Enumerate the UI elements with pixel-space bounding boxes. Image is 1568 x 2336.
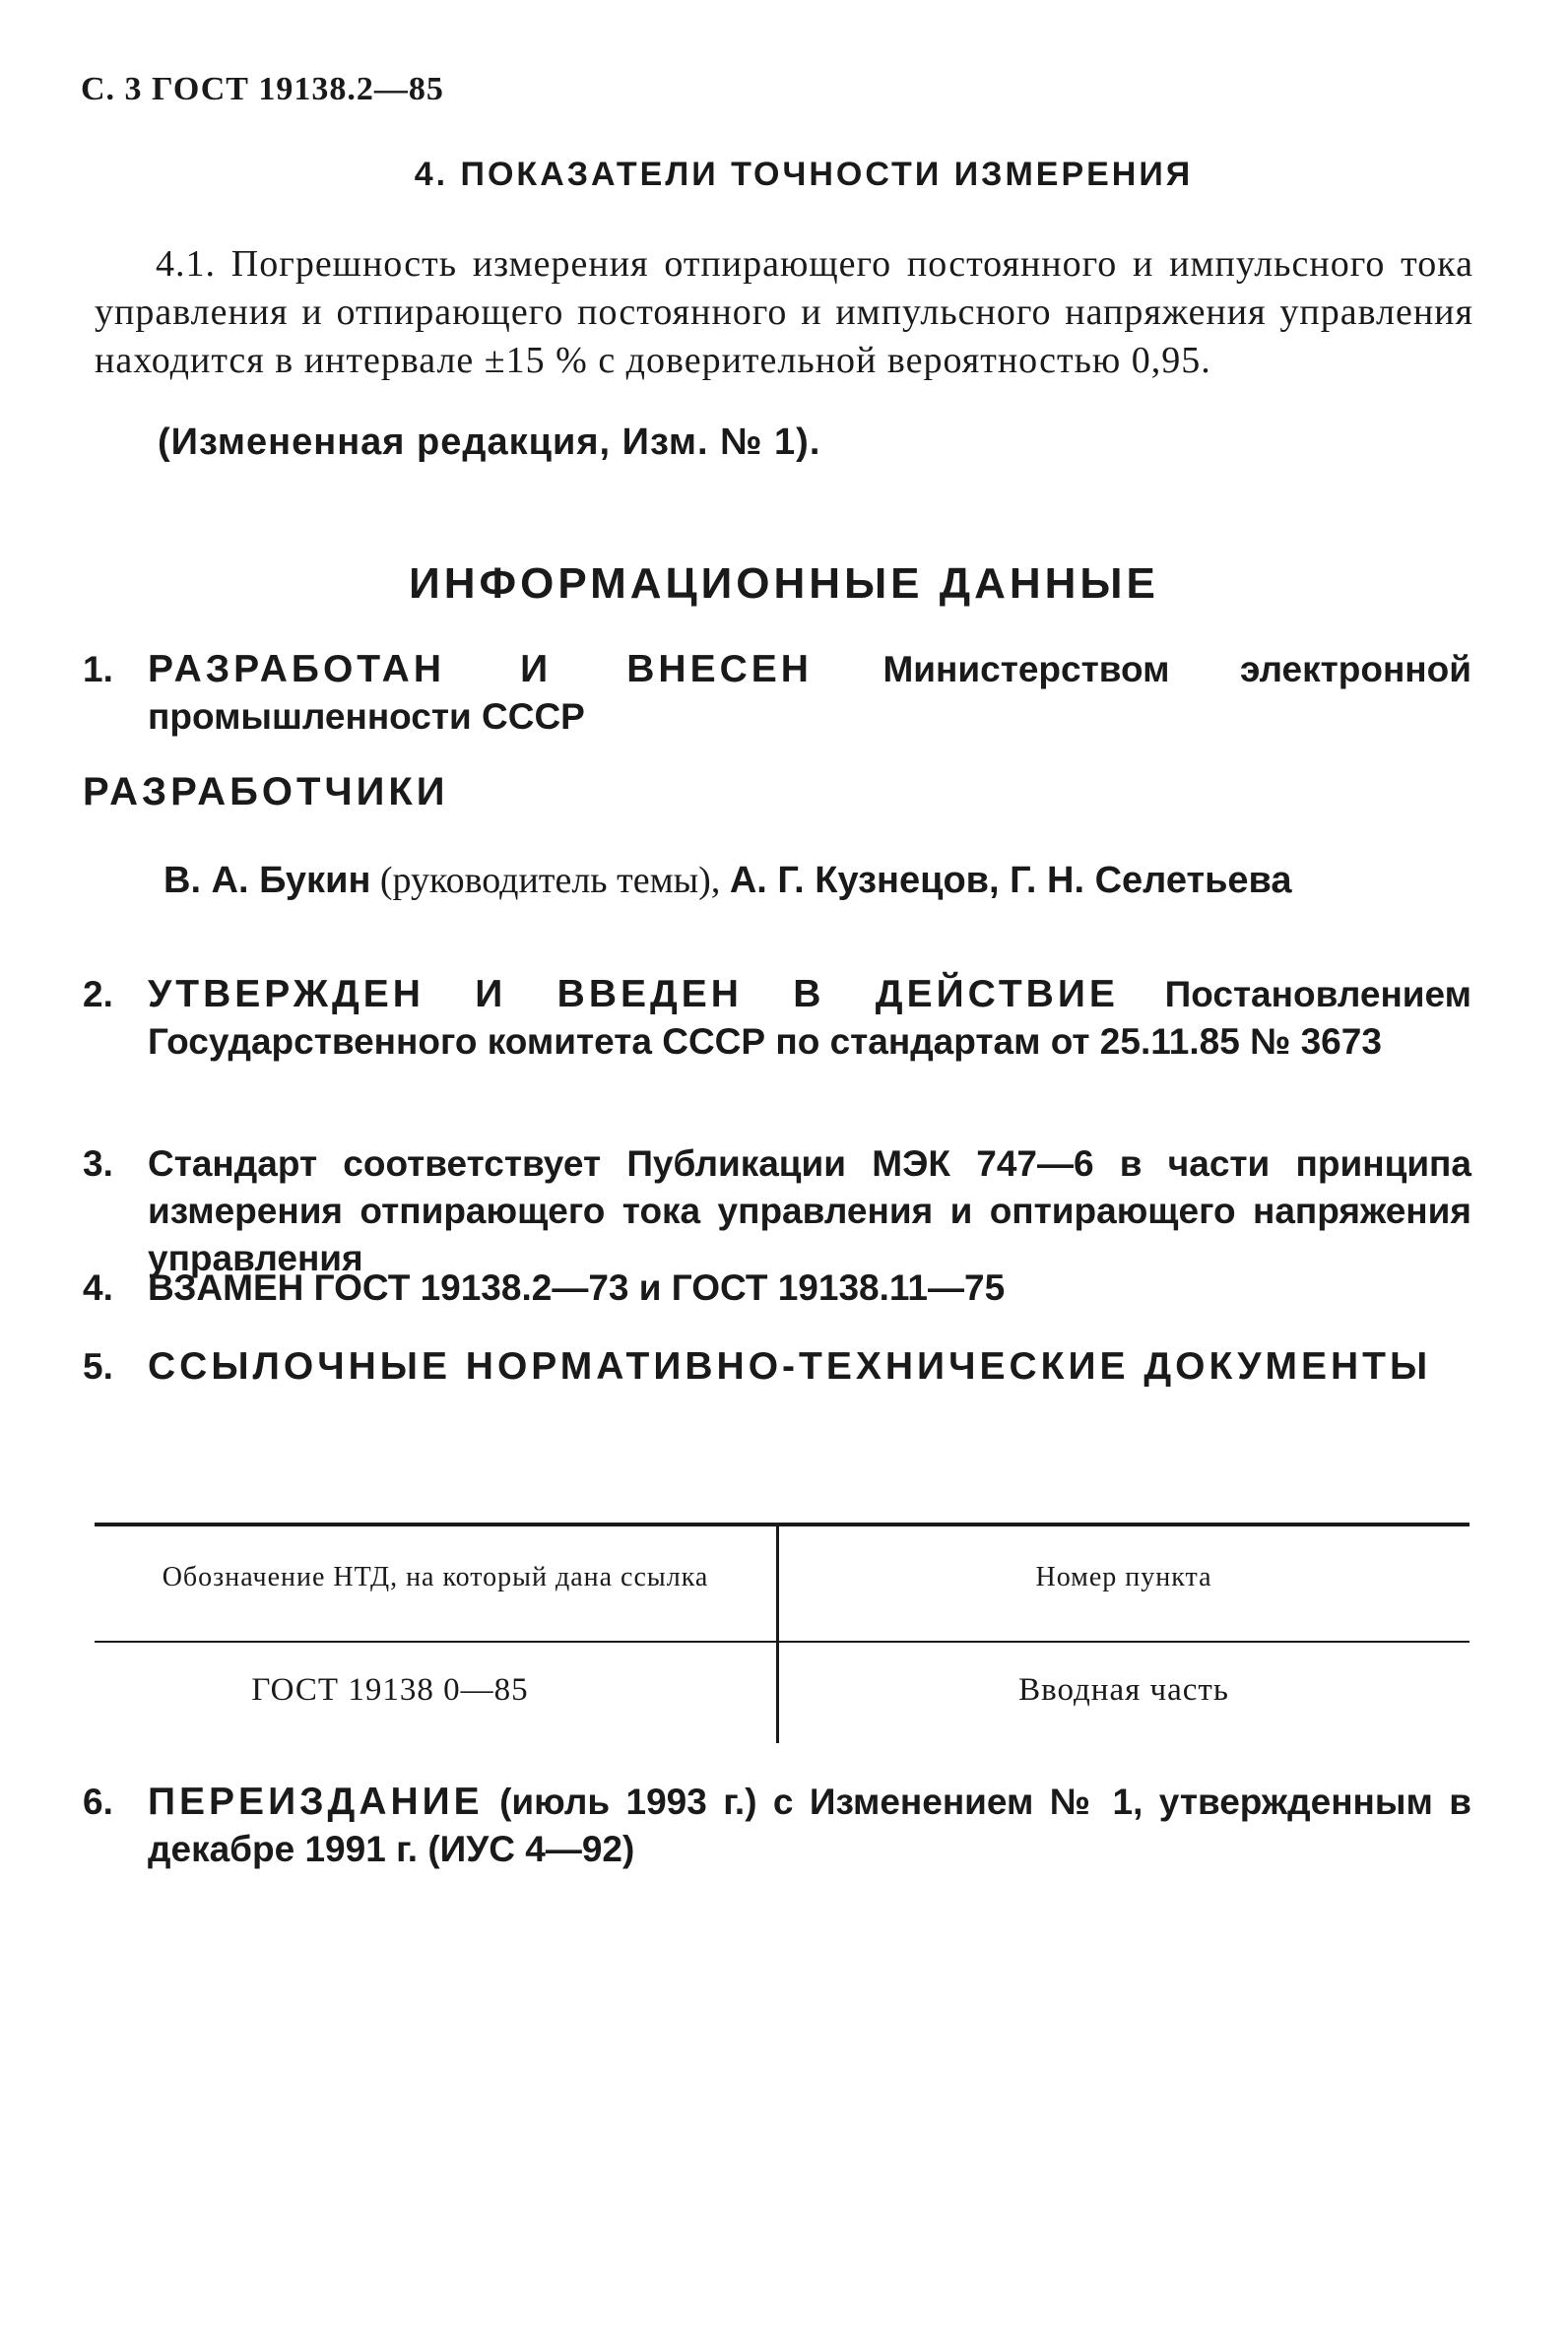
item-caps: УТВЕРЖДЕН И ВВЕДЕН В ДЕЙСТВИЕ — [148, 973, 1119, 1015]
developer-name: В. А. Букин — [163, 860, 371, 901]
info-data-title: ИНФОРМАЦИОННЫЕ ДАННЫЕ — [409, 559, 1159, 608]
developer-role: (руководитель темы), — [370, 860, 730, 901]
info-item-1 — [83, 646, 1471, 741]
table-column-divider — [776, 1526, 779, 1743]
section-4-title: 4. ПОКАЗАТЕЛИ ТОЧНОСТИ ИЗМЕРЕНИЯ — [414, 156, 1194, 193]
item-number: 4. — [83, 1267, 113, 1308]
item-number: 3. — [83, 1143, 113, 1184]
reference-table — [95, 1523, 1470, 1759]
item-number: 6. — [83, 1782, 113, 1822]
item-body — [148, 971, 1471, 1066]
item-text: ВЗАМЕН ГОСТ 19138.2—73 и ГОСТ 19138.11—75 — [148, 1267, 1006, 1308]
item-caps: ССЫЛОЧНЫЕ НОРМАТИВНО-ТЕХНИЧЕСКИЕ ДОКУМЕНТЫ — [148, 1345, 1432, 1388]
paragraph-4-1: 4.1. Погрешность измерения отпирающего постоянного и импульсного тока управления и отпирающего постоянного и импульсного напряжения управления находится в интервале ±15 % с доверительной вероятностью 0,95. — [95, 243, 1473, 381]
item-number: 5. — [83, 1346, 113, 1387]
info-item-2 — [83, 971, 1471, 1066]
info-item-3 — [83, 1140, 1471, 1282]
info-item-6 — [83, 1779, 1471, 1873]
item-number: 2. — [83, 974, 113, 1014]
item-text: Стандарт соответствует Публикации МЭК 747—6 в части принципа измерения отпирающего тока управления и оптирающего напряжения управления — [148, 1143, 1471, 1278]
developer-names: А. Г. Кузнецов, Г. Н. Селетьева — [729, 860, 1292, 901]
developers-title: РАЗРАБОТЧИКИ — [83, 770, 449, 813]
item-text: (июль 1993 г.) с Изменением № 1, утвержденным в декабре 1991 г. (ИУС 4—92) — [148, 1782, 1471, 1869]
info-item-4 — [83, 1265, 1471, 1312]
item-body — [148, 1779, 1471, 1873]
table-header-cell: Номер пункта — [1035, 1562, 1212, 1592]
page-header: С. 3 ГОСТ 19138.2—85 — [81, 71, 444, 107]
item-text: Постановлением Государственного комитета СССР по стандартам от 25.11.85 № 3673 — [148, 974, 1471, 1062]
table-top-rule — [95, 1523, 1470, 1526]
table-cell: ГОСТ 19138 0—85 — [251, 1672, 529, 1708]
developers-list — [163, 857, 1473, 904]
item-caps: РАЗРАБОТАН И ВНЕСЕН — [148, 648, 813, 690]
item-body — [148, 1343, 1471, 1391]
item-text: Министерством электронной промышленности СССР — [148, 649, 1471, 737]
item-number: 1. — [83, 649, 113, 689]
item-caps: ПЕРЕИЗДАНИЕ — [148, 1781, 484, 1823]
info-item-5 — [83, 1343, 1471, 1391]
edit-note: (Измененная редакция, Изм. № 1). — [158, 422, 821, 463]
item-body — [148, 646, 1471, 741]
table-header-cell: Обозначение НТД, на который дана ссылка — [162, 1562, 709, 1592]
table-header-rule — [95, 1641, 1470, 1643]
table-cell: Вводная часть — [1018, 1672, 1229, 1708]
